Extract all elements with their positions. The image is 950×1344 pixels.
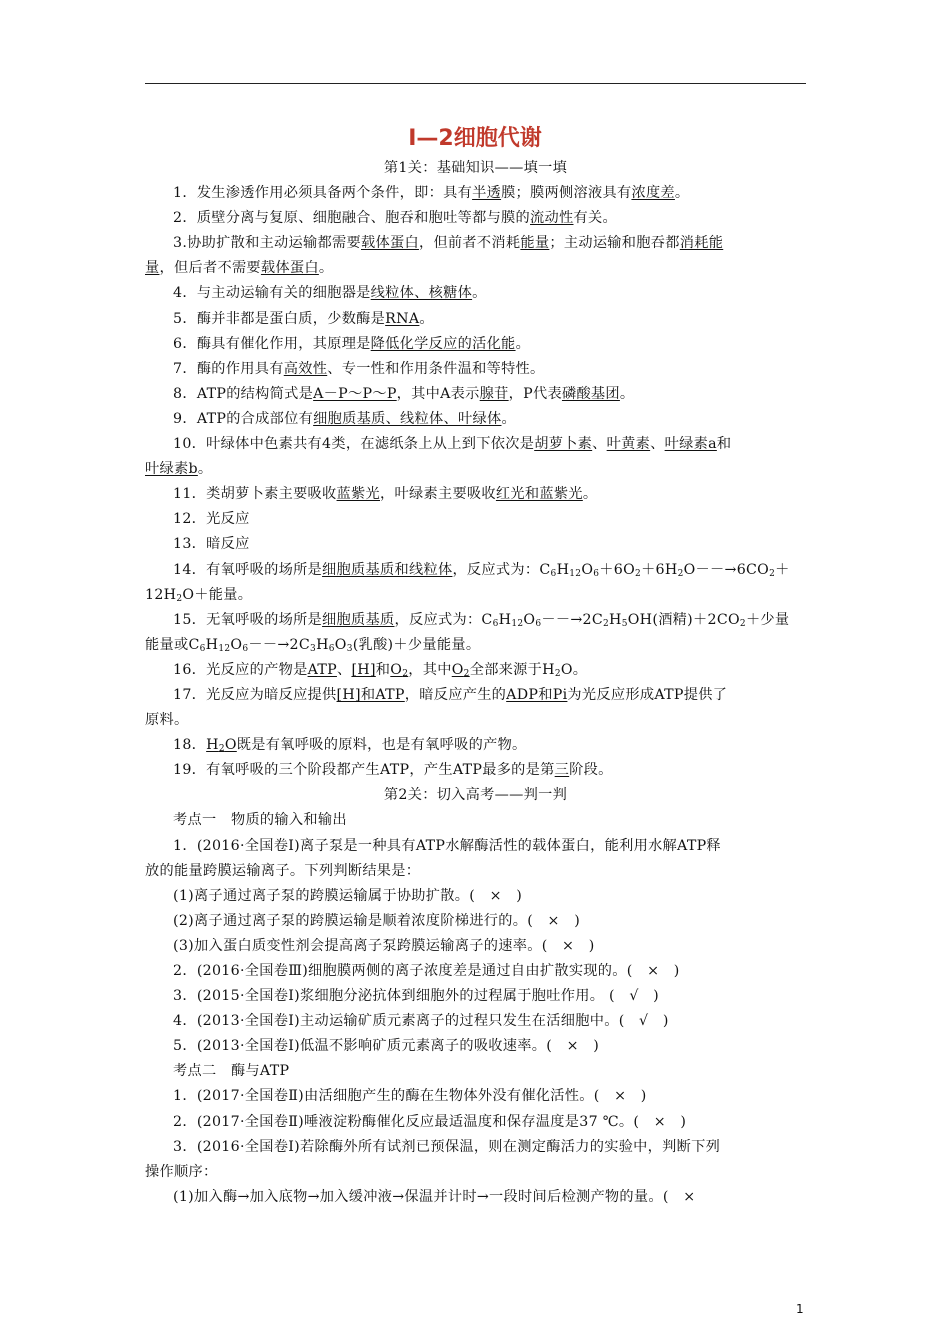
judge-question-1: 1．(2016·全国卷Ⅰ)离子泵是一种具有ATP水解酶活性的载体蛋白，能利用水解ATP释 放的能量跨膜运输离子。下列判断结果是： — [145, 837, 721, 879]
fill-item-14: 14．有氧呼吸的场所是细胞质基质和线粒体，反应式为：$C_6H_{12}O_6+6O_2+6H_2O--\to 6CO_2+$ $12H_2O+$能量。 — [145, 561, 790, 604]
fill-item-3: 3.协助扩散和主动运输都需要载体蛋白，但前者不消耗能量；主动运输和胞吞都消耗能 量，但后者不需要载体蛋白。 — [145, 235, 724, 277]
fill-item-17: 17．光反应为暗反应提供[H]和ATP，暗反应产生的ADP和Pi为光反应形成ATP提供了 原料。 — [145, 686, 728, 729]
fill-item-6: 6．酶具有催化作用，其原理是降低化学反应的活化能。 — [173, 335, 531, 352]
header-rule — [145, 83, 806, 84]
judge-question-3: 3．(2015·全国卷Ⅰ)浆细胞分泌抗体到细胞外的过程属于胞吐作用。 ( √ ) — [173, 988, 660, 1005]
fill-item-2: 2．质壁分离与复原、细胞融合、胞吞和胞吐等都与膜的流动性有关。 — [173, 210, 617, 227]
judge-question-p2-3: 3．(2016·全国卷Ⅰ)若除酶外所有试剂已预保温，则在测定酶活力的实验中，判断下列 操作顺序： — [145, 1138, 721, 1180]
fill-item-13: 13．暗反应 — [173, 536, 250, 553]
fill-item-18: 18．$H_2O$既是有氧呼吸的原料，也是有氧呼吸的产物。 — [173, 737, 527, 755]
page-title: Ⅰ—2细胞代谢 — [408, 126, 542, 151]
fill-item-1: 1．发生渗透作用必须具备两个条件，即：具有半透膜；膜两侧溶液具有浓度差。 — [173, 185, 690, 202]
judge-subitem-p2-3-1: (1)加入酶→加入底物→加入缓冲液→保温并计时→一段时间后检测产物的量。( × — [173, 1188, 696, 1205]
fill-item-10: 10．叶绿体中色素共有4类，在滤纸条上从上到下依次是胡萝卜素、叶黄素、叶绿素a和 叶绿素b。 — [145, 436, 732, 478]
judge-question-p2-2: 2．(2017·全国卷Ⅱ)唾液淀粉酶催化反应最适温度和保存温度是37 ℃。( × ) — [173, 1113, 687, 1130]
section1-heading: 第1关：基础知识——填一填 — [383, 160, 568, 176]
fill-item-9: 9．ATP的合成部位有细胞质基质、线粒体、叶绿体。 — [173, 410, 516, 427]
page-number: 1 — [796, 1302, 804, 1316]
fill-item-15: 15．无氧呼吸的场所是细胞质基质，反应式为：$C_6H_{12}O_6--\to 2C_2H_5OH$(酒精)$+2CO_2+$少量 能量或$C_6H_{12}O_6--\to 2C_3H_6O_3$(乳酸)＋少量能量。 — [145, 611, 790, 654]
judge-question-4: 4．(2013·全国卷Ⅰ)主动运输矿质元素离子的过程只发生在活细胞中。( √ ) — [173, 1013, 669, 1030]
fill-item-4: 4．与主动运输有关的细胞器是线粒体、核糖体。 — [173, 285, 487, 302]
fill-item-8: 8．ATP的结构简式是A－P～P～P，其中A表示腺苷，P代表磷酸基团。 — [173, 385, 635, 402]
section2-heading: 第2关：切入高考——判一判 — [383, 787, 568, 804]
fill-item-16: 16．光反应的产物是ATP、[H]和$O_2$，其中$O_2$全部来源于$H_2O$。 — [173, 661, 588, 679]
fill-item-5: 5．酶并非都是蛋白质，少数酶是RNA。 — [173, 310, 434, 327]
judge-subitem-1-2: (2)离子通过离子泵的跨膜运输是顺着浓度阶梯进行的。( × ) — [173, 912, 581, 929]
judge-question-p2-1: 1．(2017·全国卷Ⅱ)由活细胞产生的酶在生物体外没有催化活性。( × ) — [173, 1088, 647, 1105]
exam-point-1: 考点一 物质的输入和输出 — [173, 812, 347, 829]
fill-item-7: 7．酶的作用具有高效性、专一性和作用条件温和等特性。 — [173, 360, 545, 377]
judge-subitem-1-1: (1)离子通过离子泵的跨膜运输属于协助扩散。( × ) — [173, 887, 523, 904]
fill-item-19: 19．有氧呼吸的三个阶段都产生ATP，产生ATP最多的是第三阶段。 — [173, 762, 613, 779]
judge-question-5: 5．(2013·全国卷Ⅰ)低温不影响矿质元素离子的吸收速率。( × ) — [173, 1038, 600, 1055]
judge-subitem-1-3: (3)加入蛋白质变性剂会提高离子泵跨膜运输离子的速率。( × ) — [173, 937, 595, 954]
fill-item-11: 11．类胡萝卜素主要吸收蓝紫光，叶绿素主要吸收红光和蓝紫光。 — [173, 486, 598, 503]
fill-item-12: 12．光反应 — [173, 511, 250, 528]
exam-point-2: 考点二 酶与ATP — [173, 1063, 290, 1080]
document-body — [145, 156, 806, 1210]
judge-question-2: 2．(2016·全国卷Ⅲ)细胞膜两侧的离子浓度差是通过自由扩散实现的。( × ) — [173, 963, 680, 979]
